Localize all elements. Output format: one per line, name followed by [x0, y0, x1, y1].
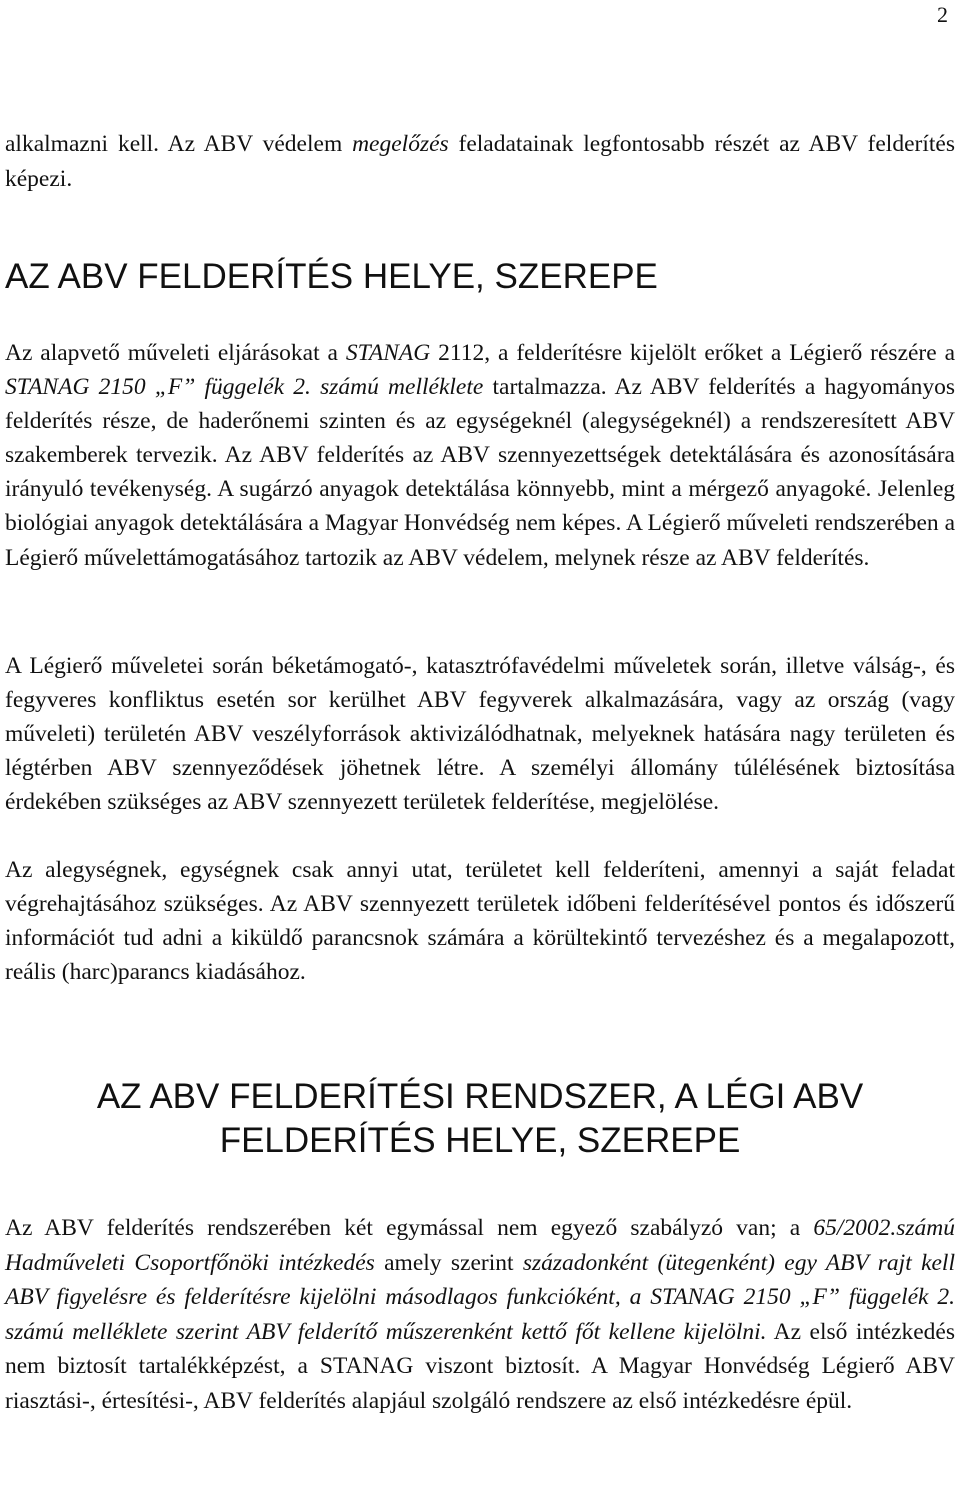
text-run: tartalmazza. Az ABV felderítés a hagyományos felderítés része, de haderőnemi szinten és az egységeknél (alegységeknél) a rendszeresített ABV szakemberek tervezik. Az ABV felderítés az ABV szennyezettségek detektálására és azonosítására irányuló tevékenység. A sugárzó anyagok detektálása könnyebb, mint a mérgező anyagoké. Jelenleg biológiai anyagok detektálására a Magyar Honvédség nem képes. A Légierő műveleti rendszerében a Légierő művelettámogatásához tartozik az ABV védelem, melynek része az ABV felderítés.: [5, 374, 956, 571]
paragraph-regulations: [5, 1211, 955, 1418]
italic-run: STANAG 2150 „F” függelék 2. számú melléklete: [5, 374, 484, 401]
text-run: Az ABV felderítés rendszerében két egymással nem egyező szabályzó van; a: [5, 1215, 814, 1241]
heading-line: AZ ABV FELDERÍTÉSI RENDSZER, A LÉGI ABV: [96, 1077, 864, 1116]
text-run: 2112, a felderítésre kijelölt erőket a Légierő részére a: [430, 340, 955, 366]
text-run: alkalmazni kell. Az ABV védelem: [5, 131, 353, 157]
paragraph-unit-reconnaissance: Az alegységnek, egységnek csak annyi utat, területet kell felderíteni, amennyi a saját feladat végrehajtásához szükséges. Az ABV szennyezett területek időbeni felderítésével pontos és időszerű információt tud adni a kiküldő parancsnok számára a körültekintő tervezéshez és a megalapozott, reális (harc)parancs kiadásához.: [5, 857, 955, 986]
text-run: amely szerint: [374, 1249, 523, 1276]
italic-run: századonként (ütegenként) egy ABV rajt kell ABV figyelésre és felderítésre kijelölni másodlagos funkcióként, a STANAG 2150 „F” függelék 2. számú melléklete szerint ABV felderítő műszerenként kettő főt kellene kijelölni.: [5, 1249, 955, 1345]
section-heading: AZ ABV FELDERÍTÉS HELYE, SZEREPE: [5, 257, 658, 296]
page-number: 2: [937, 2, 948, 27]
section-heading-2: [0, 1075, 960, 1163]
heading-line: FELDERÍTÉS HELYE, SZEREPE: [219, 1121, 741, 1160]
text-run: feladatainak legfontosabb részét az ABV felderítés képezi.: [5, 131, 955, 192]
intro-paragraph: [5, 127, 955, 197]
text-run: Az első intézkedés nem biztosít tartalékképzést, a STANAG viszont biztosít. A Magyar Honvédség Légierő ABV riasztási-, értesítési-, ABV felderítés alapjául szolgáló rendszere az első intézkedésre épül.: [5, 1318, 956, 1414]
italic-run: STANAG: [345, 340, 431, 366]
paragraph-operations: A Légierő műveletei során béketámogató-, katasztrófavédelmi műveletek során, illetve válság-, és fegyveres konfliktus esetén sor kerülhet ABV fegyverek alkalmazására, vagy az ország (vagy műveleti) területén ABV veszélyforrások aktivizálódhatnak, melyeknek hatására nagy területen és légtérben ABV szennyeződések jöhetnek létre. A személyi állomány túlélésének biztosítása érdekében szükséges az ABV szennyezett területek felderítése, megjelölése.: [5, 653, 955, 816]
italic-run: 65/2002.számú Hadműveleti Csoportfőnöki intézkedés: [5, 1215, 955, 1276]
text-run: Az alapvető műveleti eljárásokat a: [5, 340, 346, 366]
paragraph-stanag: [5, 336, 955, 575]
italic-run: megelőzés: [352, 131, 449, 157]
